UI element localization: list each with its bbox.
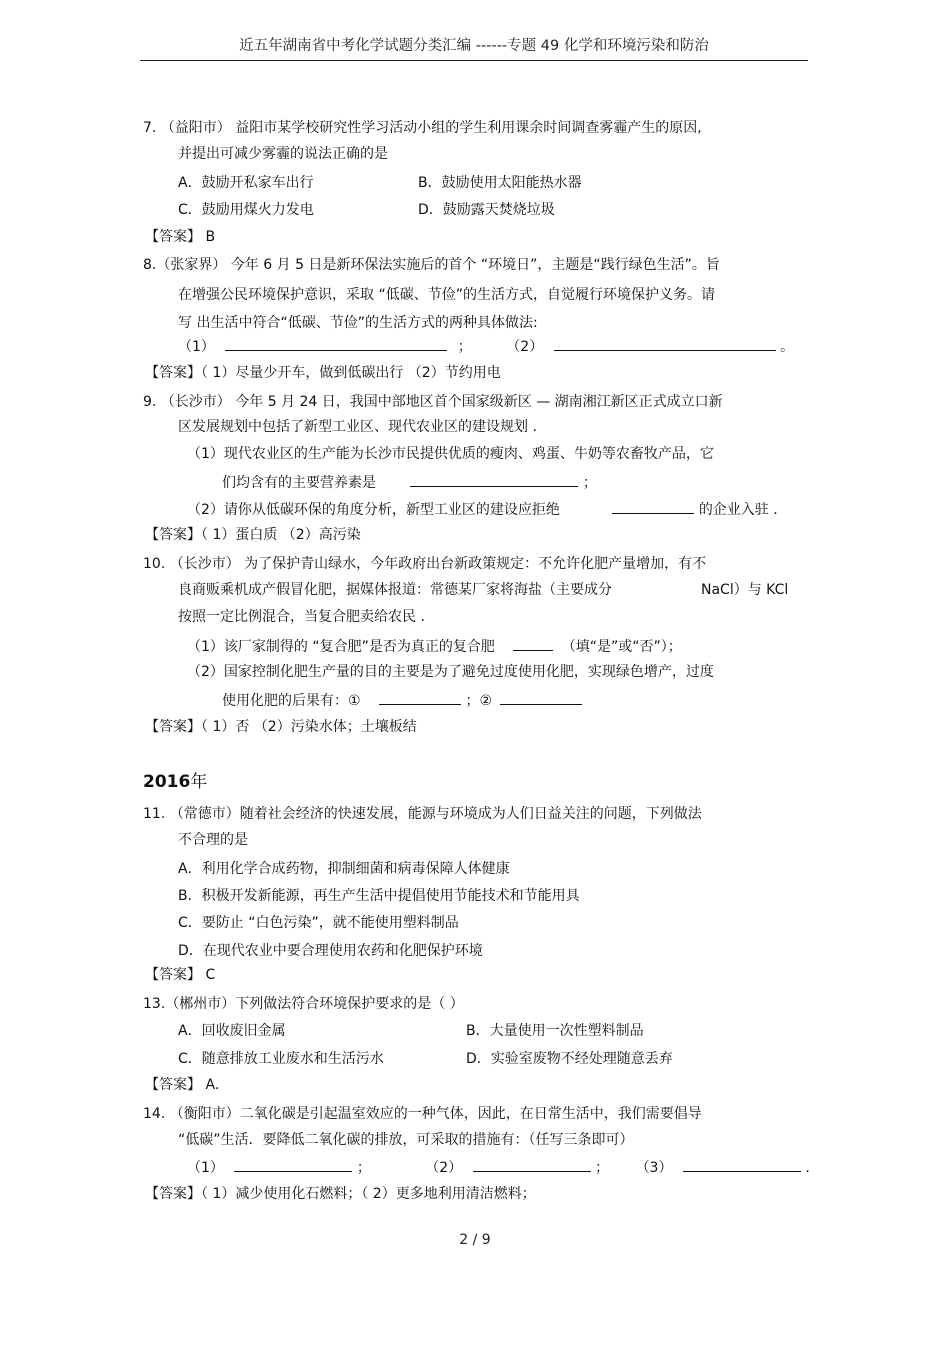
page-header: 近五年湖南省中考化学试题分类汇编 ------专题 49 化学和环境污染和防治: [239, 38, 709, 54]
q13-option-c: C．随意排放工业废水和生活污水: [178, 1051, 384, 1067]
q10-stem-line2-formula: NaCl）与 KCl: [701, 582, 789, 598]
q11-stem-line1: 11. （常德市）随着社会经济的快速发展，能源与环境成为人们日益关注的问题，下列做法: [143, 806, 702, 822]
q9-stem-line1: 9. （长沙市） 今年 5 月 24 日，我国中部地区首个国家级新区 — 湖南湘江新区正式成立口新: [143, 394, 723, 410]
year-number: 2016: [143, 772, 191, 792]
page-number: 2 / 9: [459, 1232, 491, 1248]
q8-blank2-label: （2）: [506, 339, 544, 355]
q10-sub2-line1: （2）国家控制化肥生产量的目的主要是为了避免过度使用化肥，实现绿色增产，过度: [187, 664, 714, 680]
q10-stem-line1: 10. （长沙市） 为了保护青山绿水，今年政府出台新政策规定：不允许化肥产量增加，有不: [143, 556, 707, 572]
q9-sub2-prompt: （2）请你从低碳环保的角度分析，新型工业区的建设应拒绝: [187, 502, 560, 518]
header-divider: [140, 60, 808, 61]
q8-end-mark: 。: [780, 339, 795, 355]
q14-separator-1: ；: [356, 1160, 371, 1176]
q7-stem-line2: 并提出可减少雾霾的说法正确的是: [178, 146, 388, 162]
q11-answer: 【答案】 C: [145, 967, 216, 983]
q14-blank1[interactable]: [234, 1157, 352, 1172]
q8-stem-line1: 8.（张家界） 今年 6 月 5 日是新环保法实施后的首个 “环境日”，主题是“践行绿色生活”。旨: [143, 257, 720, 273]
q9-sub1-line1: （1）现代农业区的生产能为长沙市民提供优质的瘦肉、鸡蛋、牛奶等农畜牧产品，它: [187, 446, 714, 462]
q8-blank1[interactable]: [225, 336, 447, 351]
q10-sub1-suffix: （填“是”或“否”）；: [561, 639, 682, 655]
q14-blank3[interactable]: [683, 1157, 801, 1172]
q7-option-d: D．鼓励露天焚烧垃圾: [418, 202, 555, 218]
q14-stem-line1: 14. （衡阳市）二氧化碳是引起温室效应的一种气体，因此，在日常生活中，我们需要倡导: [143, 1106, 702, 1122]
year-heading: [143, 773, 207, 791]
q7-option-b: B．鼓励使用太阳能热水器: [418, 175, 582, 191]
q14-end-mark: .: [805, 1160, 810, 1176]
q11-option-c: C．要防止 “白色污染”，就不能使用塑料制品: [178, 915, 459, 931]
q8-stem-line3: 写 出生活中符合“低碳、节俭”的生活方式的两种具体做法:: [178, 315, 538, 331]
q10-sub2-prompt: 使用化肥的后果有：①: [222, 693, 361, 709]
q11-option-a: A．利用化学合成药物，抑制细菌和病毒保障人体健康: [178, 861, 510, 877]
q14-answer: 【答案】（ 1）减少使用化石燃料；（ 2）更多地利用清洁燃料；: [145, 1186, 536, 1202]
q9-sub1-prompt: 们均含有的主要营养素是: [222, 475, 376, 491]
q13-stem: 13.（郴州市）下列做法符合环境保护要求的是（ ）: [143, 996, 464, 1012]
q10-blank3[interactable]: [500, 690, 582, 705]
q9-sub1-end: ；: [582, 475, 597, 491]
q11-option-d: D．在现代农业中要合理使用农药和化肥保护环境: [178, 943, 483, 959]
q14-blank3-label: （3）: [635, 1160, 673, 1176]
q10-sub2-sep: ；②: [465, 693, 493, 709]
q8-answer: 【答案】（ 1）尽量少开车，做到低碳出行 （2）节约用电: [145, 365, 501, 381]
q10-blank1[interactable]: [513, 636, 553, 651]
q7-option-a: A．鼓励开私家车出行: [178, 175, 314, 191]
q14-blank1-label: （1）: [187, 1160, 224, 1176]
q13-option-d: D．实验室废物不经处理随意丢弃: [466, 1051, 673, 1067]
year-suffix: 年: [190, 772, 208, 792]
q10-blank2[interactable]: [379, 690, 461, 705]
q8-stem-line2: 在增强公民环境保护意识，采取 “低碳、节俭”的生活方式，自觉履行环境保护义务。请: [178, 287, 715, 303]
q10-sub2-line2: [222, 690, 582, 710]
q14-blank2-label: （2）: [425, 1160, 463, 1176]
q7-answer: 【答案】 B: [145, 229, 216, 245]
q14-blank2[interactable]: [473, 1157, 591, 1172]
q8-blank2[interactable]: [554, 336, 776, 351]
q11-stem-line2: 不合理的是: [178, 832, 248, 848]
q9-stem-line2: 区发展规划中包括了新型工业区、现代农业区的建设规划 .: [178, 419, 537, 435]
q13-option-a: A．回收废旧金属: [178, 1023, 286, 1039]
q10-stem-line2: 良商贩乘机成产假冒化肥，据媒体报道：常德某厂家将海盐（主要成分: [178, 582, 612, 598]
q10-answer: 【答案】（ 1）否 （2）污染水体；土壤板结: [145, 719, 417, 735]
q14-separator-2: ；: [595, 1160, 610, 1176]
q8-separator: ；: [457, 339, 472, 355]
q7-option-c: C．鼓励用煤火力发电: [178, 202, 314, 218]
q7-stem-line1: 7. （益阳市） 益阳市某学校研究性学习活动小组的学生利用课余时间调查雾霾产生的原因,: [143, 120, 702, 136]
q13-option-b: B．大量使用一次性塑料制品: [466, 1023, 644, 1039]
q9-answer: 【答案】（ 1）蛋白质 （2）高污染: [145, 527, 361, 543]
q11-option-b: B．积极开发新能源，再生产生活中提倡使用节能技术和节能用具: [178, 888, 580, 904]
q9-blank1[interactable]: [410, 472, 578, 487]
q8-blank1-label: （1）: [178, 339, 215, 355]
q14-fill-row: [187, 1157, 810, 1177]
q10-sub1-prompt: （1）该厂家制得的 “复合肥”是否为真正的复合肥: [187, 639, 495, 655]
q10-sub1-row: [187, 636, 682, 656]
q9-sub2-row: [187, 499, 778, 519]
q13-answer: 【答案】 A．: [145, 1077, 230, 1093]
q9-blank2[interactable]: [612, 499, 694, 514]
q9-sub2-suffix: 的企业入驻 .: [698, 502, 778, 518]
q14-stem-line2: “低碳”生活．要降低二氧化碳的排放，可采取的措施有：（任写三条即可）: [178, 1132, 634, 1148]
q10-stem-line3: 按照一定比例混合，当复合肥卖给农民 .: [178, 609, 425, 625]
q8-fill-row: [178, 336, 794, 356]
q9-sub1-line2: [222, 472, 597, 492]
